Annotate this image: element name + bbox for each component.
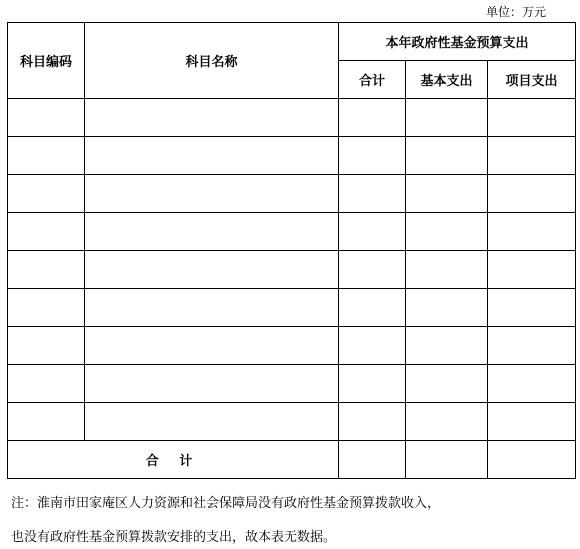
table-cell — [85, 327, 339, 365]
table-row — [8, 289, 576, 327]
table-cell — [406, 213, 488, 251]
table-cell — [8, 251, 85, 289]
table-row — [8, 99, 576, 137]
header-row-1 — [8, 23, 576, 61]
unit-label: 单位：万元 — [485, 5, 546, 19]
table-row — [8, 175, 576, 213]
table-cell — [339, 403, 406, 441]
total-cell — [339, 441, 406, 479]
table-cell — [85, 403, 339, 441]
table-cell — [85, 289, 339, 327]
table-cell — [339, 213, 406, 251]
table-cell — [85, 251, 339, 289]
table-cell — [8, 289, 85, 327]
table-cell — [85, 137, 339, 175]
table-cell — [488, 213, 576, 251]
table-cell — [406, 99, 488, 137]
table-cell — [8, 175, 85, 213]
table-cell — [8, 213, 85, 251]
table-cell — [488, 365, 576, 403]
table-cell — [406, 175, 488, 213]
table-cell — [406, 137, 488, 175]
table-cell — [339, 137, 406, 175]
header-name: 科目名称 — [85, 23, 339, 99]
table-row — [8, 137, 576, 175]
table-cell — [406, 289, 488, 327]
table-cell — [488, 327, 576, 365]
table-row — [8, 213, 576, 251]
note-line-1: 注：淮南市田家庵区人力资源和社会保障局没有政府性基金预算拨款收入， — [11, 496, 441, 511]
table-row — [8, 251, 576, 289]
table-cell — [339, 327, 406, 365]
note-line-2: 也没有政府性基金预算拨款安排的支出，故本表无数据。 — [11, 530, 337, 545]
header-total: 合计 — [339, 61, 406, 99]
table-cell — [488, 175, 576, 213]
total-label: 合 计 — [8, 441, 339, 479]
budget-table — [7, 22, 576, 479]
table-cell — [8, 365, 85, 403]
table-cell — [488, 289, 576, 327]
header-project: 项目支出 — [488, 61, 576, 99]
table-cell — [85, 365, 339, 403]
total-row — [8, 441, 576, 479]
header-basic: 基本支出 — [406, 61, 488, 99]
header-code: 科目编码 — [8, 23, 85, 99]
table-cell — [339, 99, 406, 137]
total-basic-cell — [406, 441, 488, 479]
table-cell — [406, 403, 488, 441]
table-row — [8, 403, 576, 441]
table-cell — [85, 213, 339, 251]
table-cell — [8, 99, 85, 137]
table-cell — [8, 137, 85, 175]
table-cell — [339, 251, 406, 289]
table-cell — [8, 403, 85, 441]
table-cell — [488, 99, 576, 137]
total-project-cell — [488, 441, 576, 479]
table-cell — [406, 365, 488, 403]
table-cell — [406, 251, 488, 289]
table-cell — [85, 175, 339, 213]
table-cell — [488, 403, 576, 441]
table-cell — [488, 137, 576, 175]
table-row — [8, 365, 576, 403]
header-group: 本年政府性基金预算支出 — [339, 23, 576, 61]
table-cell — [339, 289, 406, 327]
table-cell — [406, 327, 488, 365]
table-cell — [8, 327, 85, 365]
table-cell — [85, 99, 339, 137]
table-cell — [488, 251, 576, 289]
table-cell — [339, 365, 406, 403]
table-cell — [339, 175, 406, 213]
table-row — [8, 327, 576, 365]
